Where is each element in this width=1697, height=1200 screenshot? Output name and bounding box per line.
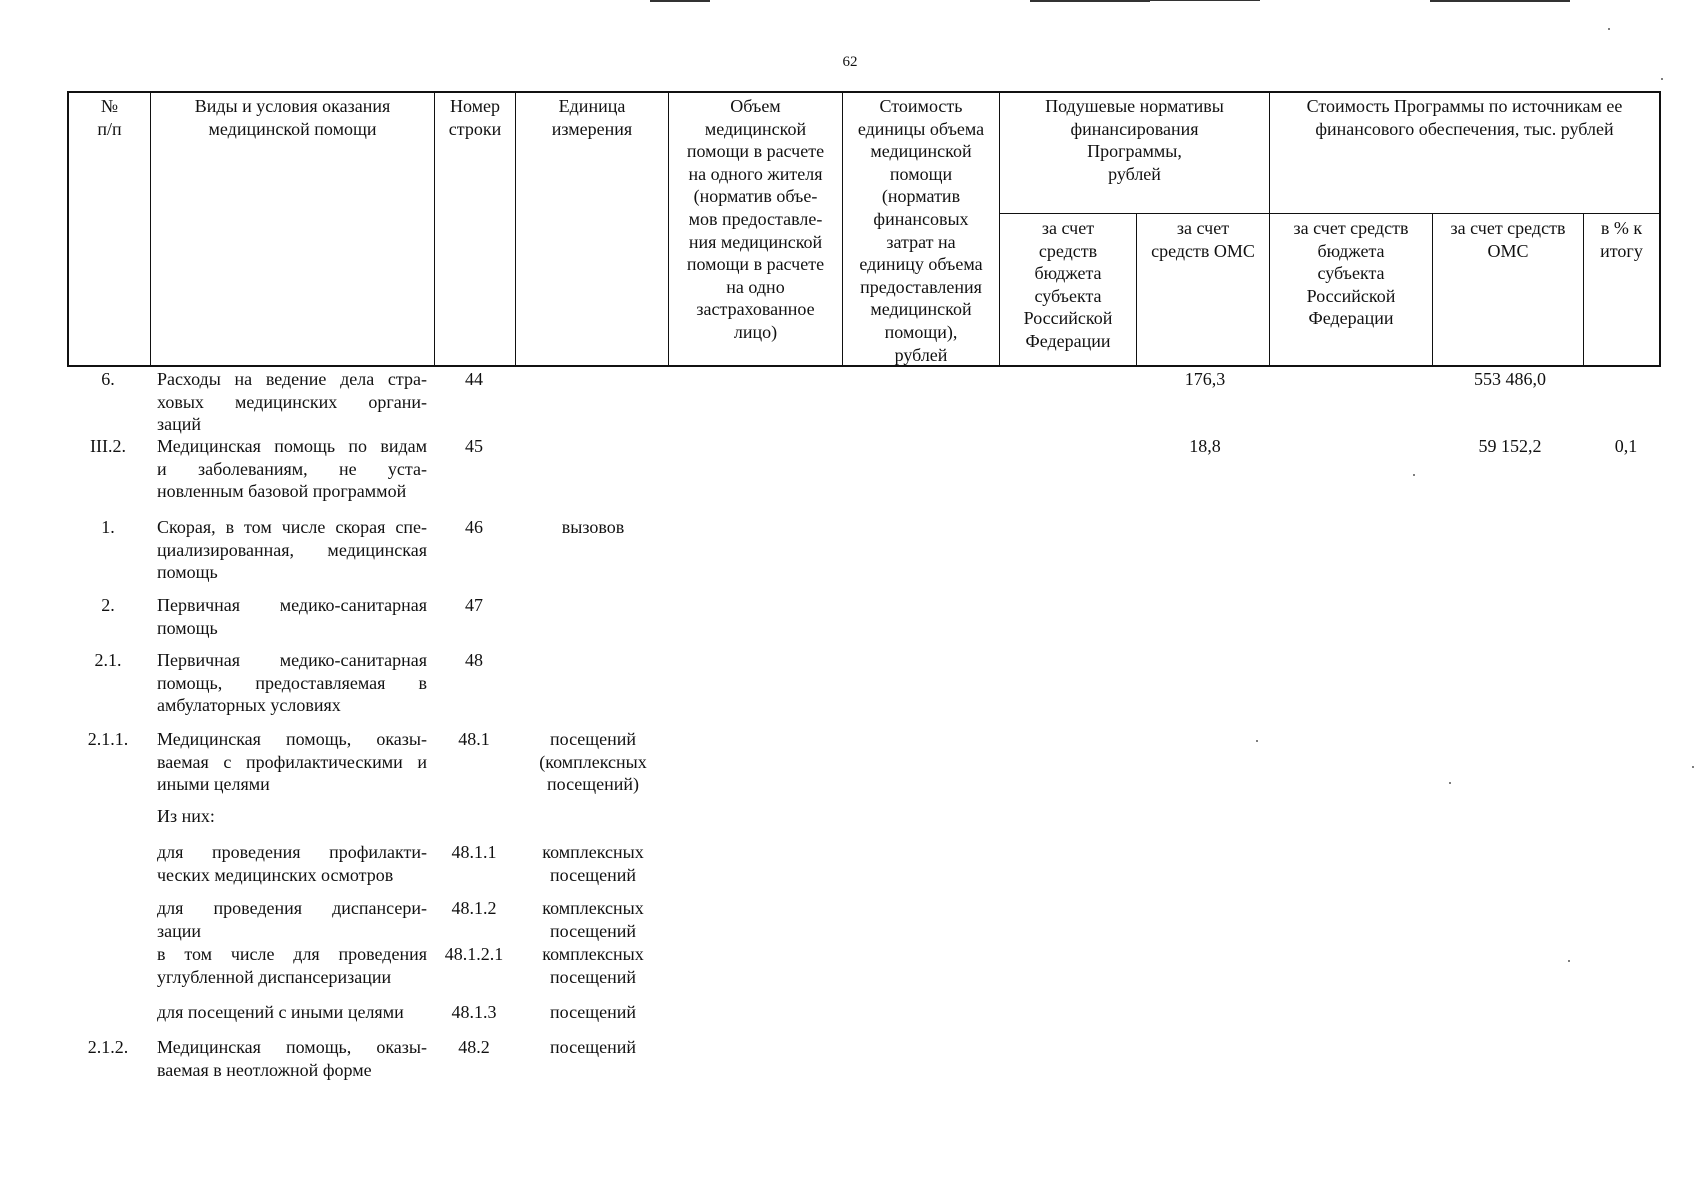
row-oms-per-capita: 18,8 <box>1189 436 1221 456</box>
header-volume: Объем медицинской помощи в расчете на одного жителя (норматив объе- мов предоставле- ния медицинской помощи в расчете на одно застрахованное лицо) <box>686 96 825 342</box>
header-type: Виды и условия оказания медицинской помощи <box>194 96 391 139</box>
row-name-line: заций <box>157 414 201 435</box>
row-unit: посещений <box>549 1037 637 1057</box>
row-number: 1. <box>101 517 115 537</box>
row-name <box>157 435 427 503</box>
row-name <box>157 897 427 942</box>
header-total-budget: за счет средств бюджета субъекта Российской Федерации <box>1293 218 1409 329</box>
header-cost: Стоимость единицы объема медицинской помощи (норматив финансовых затрат на единицу объема предоставления медицинской помощи), рублей <box>857 96 985 365</box>
header-line: Номер строки <box>448 96 502 139</box>
row-number: 2.1.2. <box>87 1037 129 1057</box>
header-total-oms: за счет средств ОМС <box>1450 218 1566 261</box>
col-rule <box>1659 91 1661 367</box>
row-line-number: 47 <box>465 595 483 615</box>
header-percapita-budget: за счет средств бюджета субъекта Российской Федерации <box>1023 218 1113 351</box>
table-border-bottom <box>67 365 1660 367</box>
row-name <box>157 1001 427 1024</box>
row-name-line: помощь <box>157 562 218 583</box>
row-name-line: для проведения профилакти- <box>157 842 427 862</box>
row-oms-per-capita: 176,3 <box>1184 369 1226 389</box>
row-name-line: циализированная, медицинская <box>157 539 427 560</box>
row-name <box>157 728 427 796</box>
row-name-line: Медицинская помощь, оказы- <box>157 729 427 749</box>
row-unit: посещений (комплексных посещений) <box>539 729 647 795</box>
row-name <box>157 841 427 886</box>
header-unit: Единица измерения <box>551 96 633 139</box>
row-name-line: иными целями <box>157 774 270 795</box>
scan-speck <box>1568 960 1570 962</box>
header-percapita-oms: за счет средств ОМС <box>1151 218 1255 261</box>
row-name <box>157 368 427 436</box>
row-name-line: ваемая в неотложной форме <box>157 1059 372 1080</box>
row-name <box>157 649 427 717</box>
row-name <box>157 516 427 584</box>
row-unit: комплексных посещений <box>542 842 644 885</box>
row-name <box>157 943 427 988</box>
row-name-line: Первичная медико-санитарная <box>157 650 427 670</box>
scan-speck <box>1256 740 1258 742</box>
row-line-number: 44 <box>465 369 483 389</box>
header-percapita: Подушевые нормативы финансирования Программы, рублей <box>1045 96 1224 184</box>
row-name-line: Из них: <box>157 806 215 826</box>
scan-speck <box>1449 782 1451 784</box>
row-name-line: Медицинская помощь по видам <box>157 436 427 456</box>
row-name-line: для посещений с иными целями <box>157 1002 404 1022</box>
row-line-number: 45 <box>465 436 483 456</box>
row-number: 2. <box>101 595 115 615</box>
scan-speck <box>1661 78 1663 80</box>
row-name-line: и заболеваниям, не уста- <box>157 458 427 479</box>
row-oms-total: 59 152,2 <box>1478 436 1542 456</box>
row-unit: комплексных посещений <box>542 898 644 941</box>
row-line-number: 48 <box>465 650 483 670</box>
scan-artifact <box>650 0 710 2</box>
row-name-line: помощь, предоставляемая в <box>157 672 427 693</box>
row-number: 2.1.1. <box>87 729 129 749</box>
row-name <box>157 1036 427 1081</box>
scan-artifact <box>1150 0 1260 1</box>
row-oms-total: 553 486,0 <box>1474 369 1546 389</box>
row-number: III.2. <box>90 436 126 456</box>
row-name-line: ческих медицинских осмотров <box>157 864 394 885</box>
row-name-line: в том числе для проведения <box>157 944 427 964</box>
row-name-line: углубленной диспансеризации <box>157 966 392 987</box>
header-total-pct: в % к итогу <box>1600 218 1643 261</box>
row-line-number: 46 <box>465 517 483 537</box>
row-name-line: зации <box>157 920 201 941</box>
row-name <box>157 805 427 828</box>
row-name-line: амбулаторных условиях <box>157 695 341 716</box>
row-line-number: 48.1.1 <box>451 842 497 862</box>
scan-artifact <box>1030 0 1150 2</box>
row-percent: 0,1 <box>1614 436 1638 456</box>
row-line-number: 48.2 <box>458 1037 490 1057</box>
row-unit: вызовов <box>561 517 625 537</box>
row-name-line: Расходы на ведение дела стра- <box>157 369 427 389</box>
row-line-number: 48.1 <box>458 729 490 749</box>
row-name-line: ваемая с профилактическими и <box>157 751 427 772</box>
scan-speck <box>1608 28 1610 30</box>
scan-artifact <box>1430 0 1570 2</box>
row-name-line: ховых медицинских органи- <box>157 391 427 412</box>
row-unit: комплексных посещений <box>542 944 644 987</box>
scan-speck <box>1413 474 1415 476</box>
row-number: 2.1. <box>94 650 122 670</box>
row-name-line: Медицинская помощь, оказы- <box>157 1037 427 1057</box>
row-number: 6. <box>101 369 115 389</box>
row-name-line: новленным базовой программой <box>157 481 407 502</box>
page-number: 62 <box>842 54 858 70</box>
row-name-line: Скорая, в том числе скорая спе- <box>157 517 427 537</box>
scan-speck <box>1692 766 1694 768</box>
header-total: Стоимость Программы по источникам ее финансового обеспечения, тыс. рублей <box>1306 96 1623 139</box>
row-name-line: Первичная медико-санитарная <box>157 595 427 615</box>
row-name <box>157 594 427 639</box>
row-line-number: 48.1.2.1 <box>444 944 504 964</box>
row-name-line: для проведения диспансери- <box>157 898 427 918</box>
row-unit: посещений <box>549 1002 637 1022</box>
header-num: № п/п <box>97 96 122 139</box>
row-line-number: 48.1.3 <box>451 1002 497 1022</box>
row-line-number: 48.1.2 <box>451 898 497 918</box>
row-name-line: помощь <box>157 617 218 638</box>
